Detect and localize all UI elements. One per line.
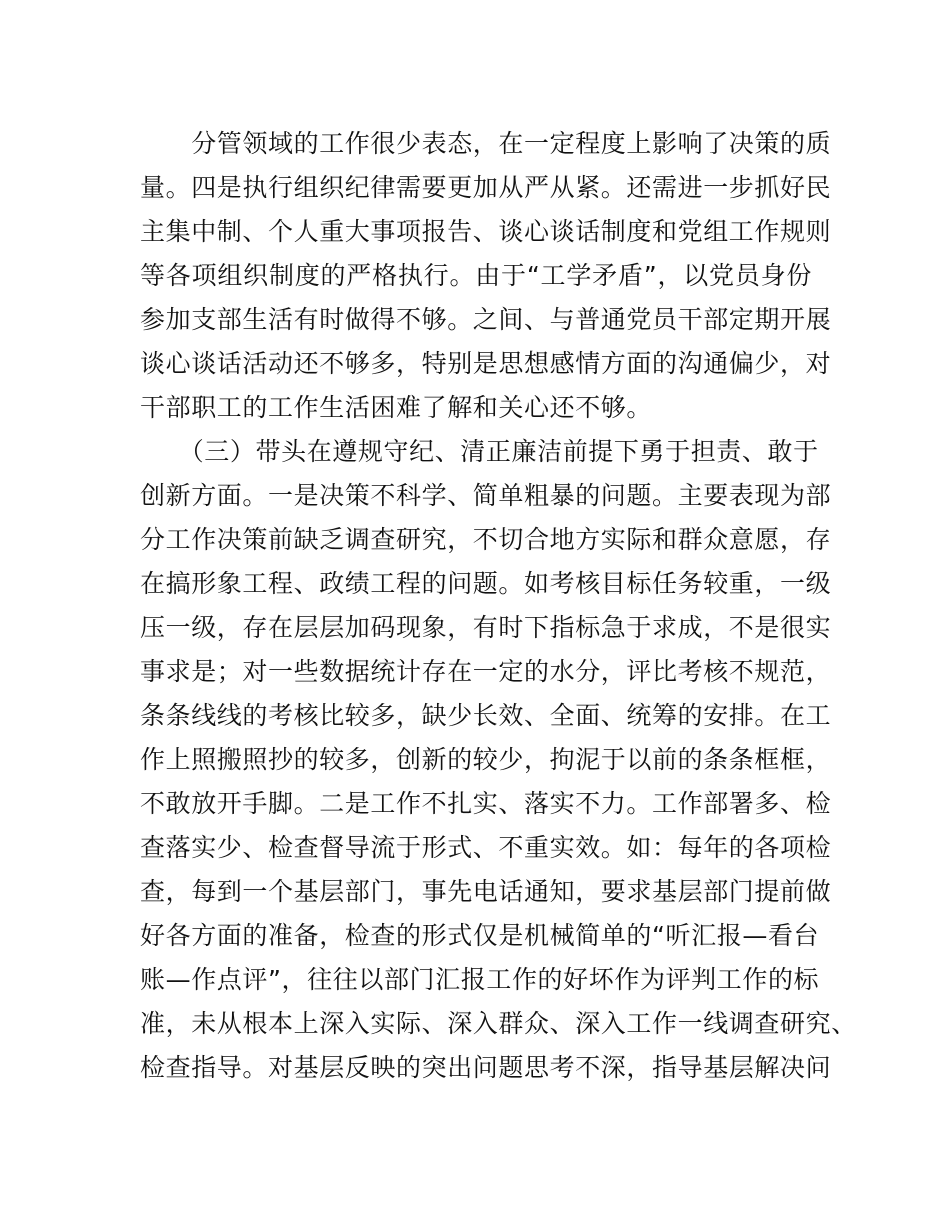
text-line: 等各项组织制度的严格执行。由于“工学矛盾”，以党员身份	[140, 261, 812, 290]
text-line: 查落实少、检查督导流于形式、不重实效。如：每年的各项检	[140, 833, 832, 862]
text-line: 查，每到一个基层部门，事先电话通知，要求基层部门提前做	[140, 877, 832, 906]
text-line: 在搞形象工程、政绩工程的问题。如考核目标任务较重，一级	[140, 569, 832, 598]
text-line: 条条线线的考核比较多，缺少长效、全面、统筹的安排。在工	[140, 701, 832, 730]
text-line: 事求是；对一些数据统计存在一定的水分，评比考核不规范，	[140, 657, 832, 686]
paragraph-1	[140, 122, 832, 430]
text-line: 不敢放开手脚。二是工作不扎实、落实不力。工作部署多、检	[140, 789, 832, 818]
text-line: 量。四是执行组织纪律需要更加从严从紧。还需进一步抓好民	[140, 173, 832, 202]
text-line: 好各方面的准备，检查的形式仅是机械简单的“听汇报—看台	[140, 921, 820, 950]
text-line: 压一级，存在层层加码现象，有时下指标急于求成，不是很实	[140, 613, 832, 642]
text-line: 主集中制、个人重大事项报告、谈心谈话制度和党组工作规则	[140, 217, 832, 246]
text-line: 准，未从根本上深入实际、深入群众、深入工作一线调查研究、	[140, 1009, 857, 1038]
text-line: 分管领域的工作很少表态，在一定程度上影响了决策的质	[140, 129, 832, 158]
text-line: （三）带头在遵规守纪、清正廉洁前提下勇于担责、敢于	[140, 437, 819, 466]
text-line: 账—作点评”，往往以部门汇报工作的好坏作为评判工作的标	[140, 965, 820, 994]
text-line: 参加支部生活有时做得不够。之间、与普通党员干部定期开展	[140, 305, 832, 334]
paragraph-2	[140, 430, 857, 1090]
text-line: 分工作决策前缺乏调查研究，不切合地方实际和群众意愿，存	[140, 525, 832, 554]
text-line: 作上照搬照抄的较多，创新的较少，拘泥于以前的条条框框，	[140, 745, 832, 774]
text-line: 谈心谈话活动还不够多，特别是思想感情方面的沟通偏少，对	[140, 349, 832, 378]
document-page	[140, 122, 857, 1090]
text-line: 创新方面。一是决策不科学、简单粗暴的问题。主要表现为部	[140, 481, 832, 510]
text-line: 检查指导。对基层反映的突出问题思考不深，指导基层解决问	[140, 1053, 832, 1082]
text-line: 干部职工的工作生活困难了解和关心还不够。	[140, 393, 653, 422]
